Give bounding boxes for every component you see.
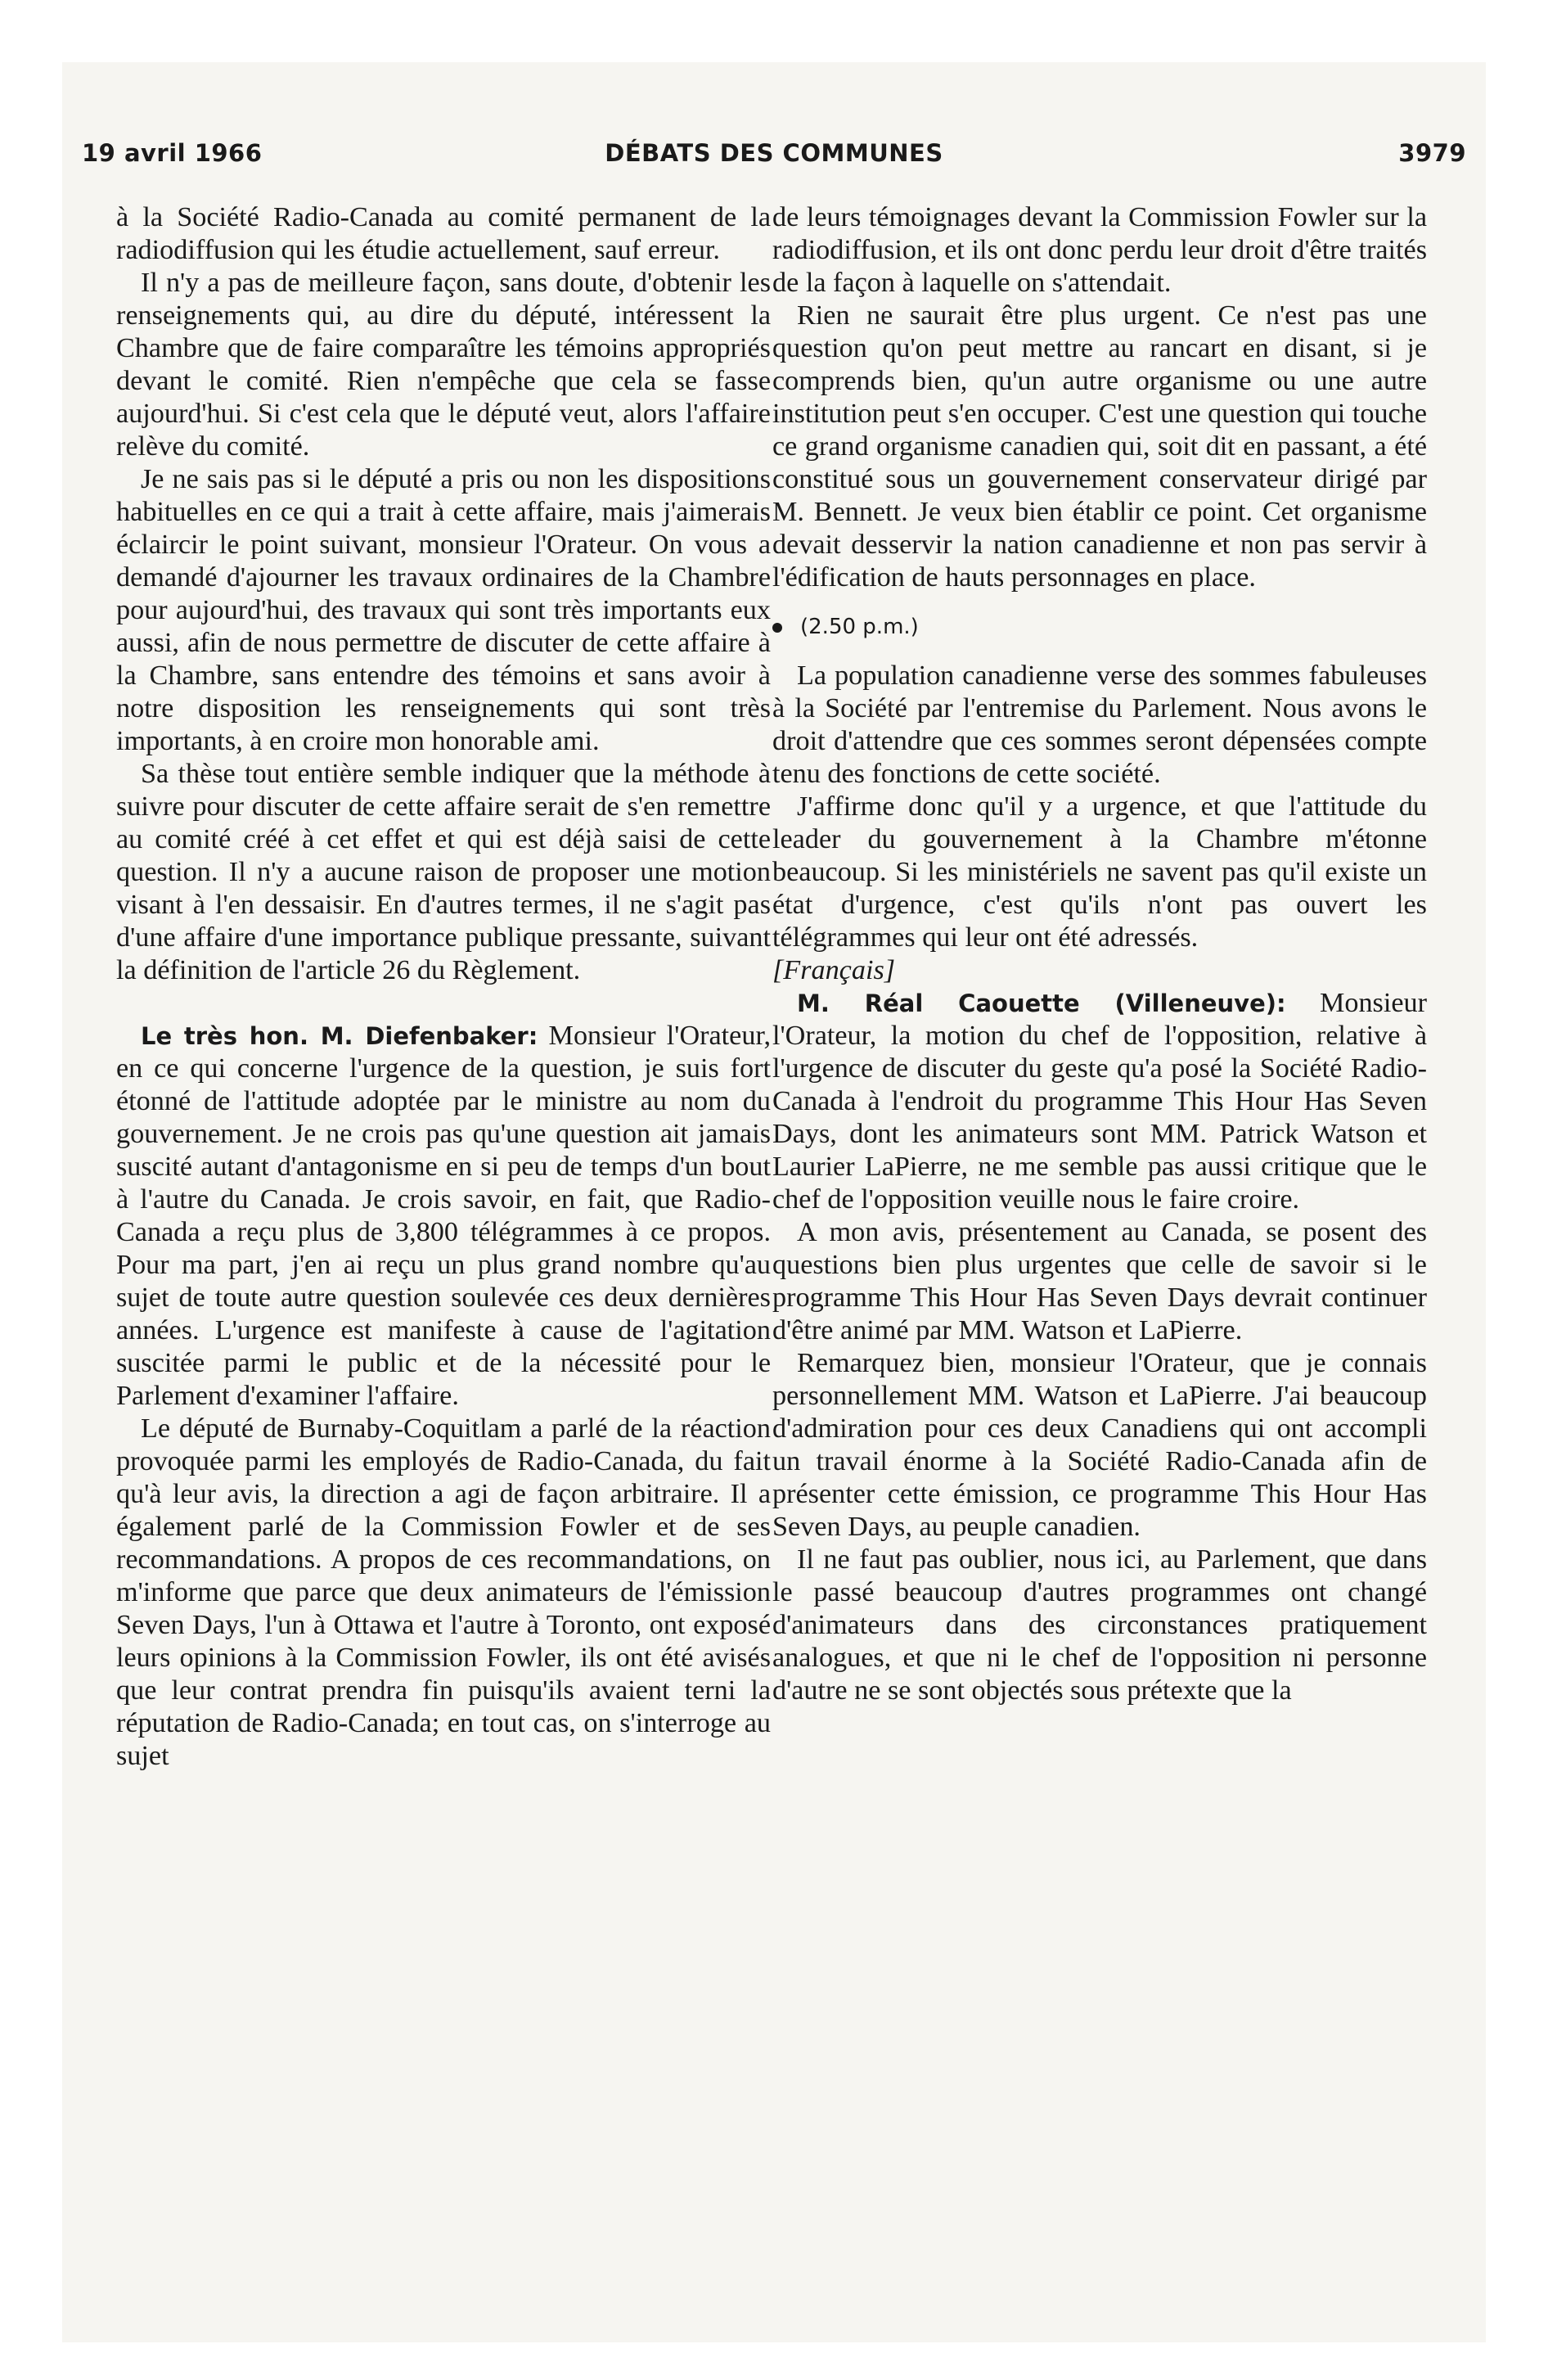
paragraph: de leurs témoignages devant la Commission Fowler sur la radiodiffusion, et ils ont donc perdu leur droit d'être traités de la façon à laquelle on s'attendait. <box>772 202 1427 298</box>
language-marker: [Français] <box>772 955 896 985</box>
paragraph: Il n'y a pas de meilleure façon, sans doute, d'obtenir les renseignements qui, au dire du député, intéressent la Chambre que de faire comparaître les témoins appropriés devant le comité. Rien n'empêche que cela se fasse aujourd'hui. Si c'est cela que le député veut, alors l'affaire relève du comité. <box>116 268 771 462</box>
speech-text: Monsieur l'Orateur, la motion du chef de l'opposition, relative à l'urgence de discuter du geste qu'a posé la Société Radio-Canada à l'endroit du programme This Hour Has Seven Days, dont les animateurs sont MM. Patrick Watson et Laurier LaPierre, ne me semble pas aussi critique que le chef de l'opposition veuille nous le faire croire. <box>772 988 1427 1215</box>
paragraph: Sa thèse tout entière semble indiquer que la méthode à suivre pour discuter de cette affaire serait de s'en remettre au comité créé à cet effet et qui est déjà saisi de cette question. Il n'y a aucune raison de proposer une motion visant à l'en dessaisir. En d'autres termes, il ne s'agit pas d'une affaire d'une importance publique pressante, suivant la définition de l'article 26 du Règlement. <box>116 759 771 985</box>
speaker-name: M. Réal Caouette (Villeneuve): <box>797 989 1286 1017</box>
header-title: DÉBATS DES COMMUNES <box>605 139 943 167</box>
right-column <box>772 201 1427 1707</box>
speech-paragraph <box>772 987 1427 1216</box>
time-text: (2.50 p.m.) <box>800 615 919 639</box>
left-column <box>116 201 771 1773</box>
paragraph: A mon avis, présentement au Canada, se posent des questions bien plus urgentes que celle de savoir si le programme This Hour Has Seven Days devrait continuer d'être animé par MM. Watson et LaPierre. <box>772 1217 1427 1346</box>
paragraph: Rien ne saurait être plus urgent. Ce n'est pas une question qu'on peut mettre au rancart en disant, si je comprends bien, qu'un autre organisme ou une autre institution peut s'en occuper. C'est une question qui touche ce grand organisme canadien qui, soit dit en passant, a été constitué sous un gouvernement conservateur dirigé par M. Bennett. Je veux bien établir ce point. Cet organisme devait desservir la nation canadienne et non pas servir à l'édification de hauts personnages en place. <box>772 300 1427 593</box>
page-number: 3979 <box>1398 139 1466 167</box>
speech-paragraph <box>116 1020 771 1413</box>
time-stamp <box>772 611 1427 643</box>
running-header <box>82 139 1466 172</box>
bullet-icon <box>772 623 782 633</box>
speech-text: Monsieur l'Orateur, en ce qui concerne l'urgence de la question, je suis fort étonné de l'attitude adoptée par le ministre au nom du gouvernement. Je ne crois pas qu'une question ait jamais suscité autant d'antagonisme en si peu de temps d'un bout à l'autre du Canada. Je crois savoir, en fait, que Radio-Canada a reçu plus de 3,800 télégrammes à ce propos. Pour ma part, j'en ai reçu un plus grand nombre qu'au sujet de toute autre question soulevée ces deux dernières années. L'urgence est manifeste à cause de l'agitation suscitée parmi le public et de la nécessité pour le Parlement d'examiner l'affaire. <box>116 1021 772 1411</box>
paragraph: Il ne faut pas oublier, nous ici, au Parlement, que dans le passé beaucoup d'autres programmes ont changé d'animateurs dans des circonstances pratiquement analogues, et que ni le chef de l'opposition ni personne d'autre ne se sont objectés sous prétexte que la <box>772 1544 1427 1706</box>
paragraph: Remarquez bien, monsieur l'Orateur, que je connais personnellement MM. Watson et LaPierre. J'ai beaucoup d'admiration pour ces deux Canadiens qui ont accompli un travail énorme à la Société Radio-Canada afin de présenter cette émission, ce programme This Hour Has Seven Days, au peuple canadien. <box>772 1348 1427 1542</box>
header-date: 19 avril 1966 <box>82 139 263 167</box>
paragraph: à la Société Radio-Canada au comité permanent de la radiodiffusion qui les étudie actuellement, sauf erreur. <box>116 202 771 265</box>
paragraph: Le député de Burnaby-Coquitlam a parlé de la réaction provoquée parmi les employés de Radio-Canada, du fait qu'à leur avis, la direction a agi de façon arbitraire. Il a également parlé de la Commission Fowler et de ses recommandations. A propos de ces recommandations, on m'informe que parce que deux animateurs de l'émission Seven Days, l'un à Ottawa et l'autre à Toronto, ont exposé leurs opinions à la Commission Fowler, ils ont été avisés que leur contrat prendra fin puisqu'ils avaient terni la réputation de Radio-Canada; en tout cas, on s'interroge au sujet <box>116 1413 771 1771</box>
paragraph: Je ne sais pas si le député a pris ou non les dispositions habituelles en ce qui a trait à cette affaire, mais j'aimerais éclaircir le point suivant, monsieur l'Orateur. On vous a demandé d'ajourner les travaux ordinaires de la Chambre pour aujourd'hui, des travaux qui sont très importants eux aussi, afin de nous permettre de discuter de cette affaire à la Chambre, sans entendre des témoins et sans avoir à notre disposition les renseignements qui sont très importants, à en croire mon honorable ami. <box>116 464 771 756</box>
paragraph: La population canadienne verse des sommes fabuleuses à la Société par l'entremise du Parlement. Nous avons le droit d'attendre que ces sommes seront dépensées compte tenu des fonctions de cette société. <box>772 660 1427 789</box>
paragraph: J'affirme donc qu'il y a urgence, et que l'attitude du leader du gouvernement à la Chambre m'étonne beaucoup. Si les ministériels ne savent pas qu'il existe un état d'urgence, c'est qu'ils n'ont pas ouvert les télégrammes qui leur ont été adressés. <box>772 791 1427 953</box>
speaker-name: Le très hon. M. Diefenbaker: <box>141 1022 538 1050</box>
